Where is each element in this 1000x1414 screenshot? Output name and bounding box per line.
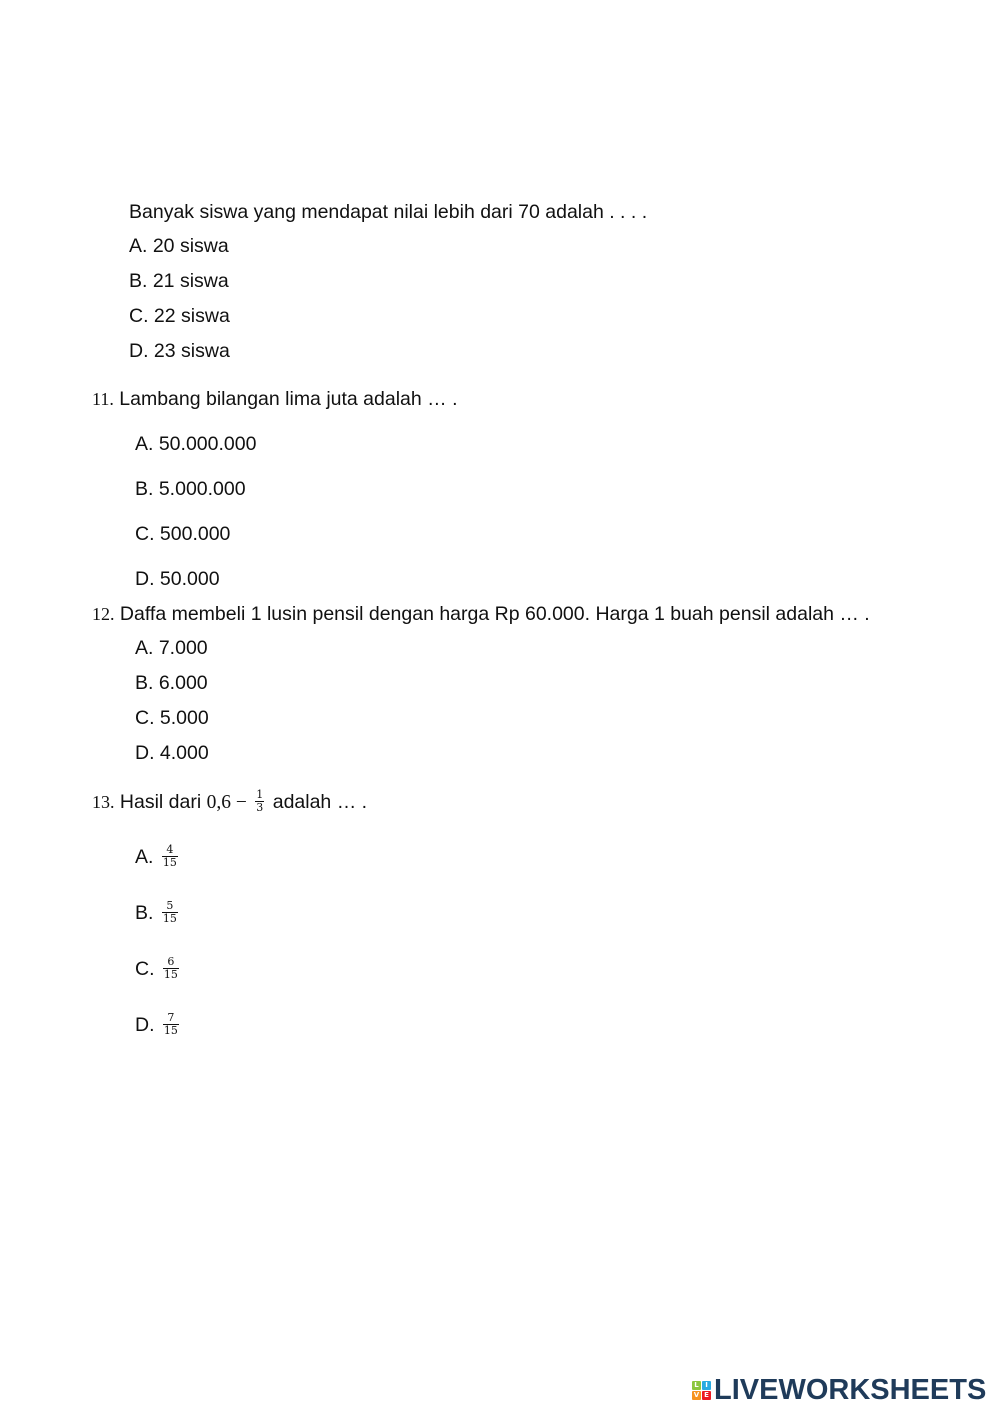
q13-stem-before: Hasil dari xyxy=(119,791,202,813)
mark-letter-v: V xyxy=(693,1391,700,1399)
liveworksheets-logo xyxy=(692,1375,986,1405)
q12-stem: Daffa membeli 1 lusin pensil dengan harga Rp 60.000. Harga 1 buah pensil adalah … . xyxy=(119,603,870,625)
q13-option-b-numerator: 5 xyxy=(166,899,174,913)
q11-number: 11. xyxy=(92,389,114,409)
q13-option-b-denominator: 15 xyxy=(162,912,177,926)
mark-letter-e: E xyxy=(702,1391,711,1400)
mark-letter-l: L xyxy=(692,1381,701,1390)
q13-option-b-fraction xyxy=(162,900,178,925)
live-mark-icon xyxy=(692,1381,711,1400)
q11-option-c[interactable]: C. 500.000 xyxy=(135,523,231,545)
q13-option-d[interactable] xyxy=(135,1013,182,1038)
q13-fraction-denominator: 3 xyxy=(256,801,264,815)
q10-option-a[interactable]: A. 20 siswa xyxy=(129,235,229,257)
q12-number: 12. xyxy=(92,604,115,624)
q10-option-d[interactable]: D. 23 siswa xyxy=(129,340,230,362)
q13-option-a-letter: A. xyxy=(135,846,154,868)
q13-option-c-letter: C. xyxy=(135,958,155,980)
q10-stem: Banyak siswa yang mendapat nilai lebih dari 70 adalah . . . . xyxy=(129,201,648,223)
q13-expression: 0,6 − xyxy=(206,792,247,813)
q13-option-a-fraction xyxy=(162,844,178,869)
q13-option-a-denominator: 15 xyxy=(162,856,177,870)
q13-option-b[interactable] xyxy=(135,901,181,926)
q10-option-c[interactable]: C. 22 siswa xyxy=(129,305,230,327)
q13-option-a[interactable] xyxy=(135,845,181,870)
q13-option-d-fraction xyxy=(163,1012,179,1037)
q11-option-d[interactable]: D. 50.000 xyxy=(135,568,220,590)
q12-option-a[interactable]: A. 7.000 xyxy=(135,637,208,659)
q11-question xyxy=(92,387,458,411)
q13-number: 13. xyxy=(92,792,115,812)
mark-letter-i: I xyxy=(702,1381,711,1390)
q11-option-b[interactable]: B. 5.000.000 xyxy=(135,478,246,500)
q12-option-b[interactable]: B. 6.000 xyxy=(135,672,208,694)
q13-option-d-numerator: 7 xyxy=(167,1011,175,1025)
q12-option-d[interactable]: D. 4.000 xyxy=(135,742,209,764)
q13-fraction xyxy=(255,789,264,814)
q12-option-c[interactable]: C. 5.000 xyxy=(135,707,209,729)
q13-option-d-letter: D. xyxy=(135,1014,155,1036)
q12-question xyxy=(92,602,870,626)
brand-name: LIVEWORKSHEETS xyxy=(714,1373,987,1406)
q13-option-c-fraction xyxy=(163,956,179,981)
q13-option-a-numerator: 4 xyxy=(166,843,174,857)
q11-stem: Lambang bilangan lima juta adalah … . xyxy=(119,388,458,410)
q13-option-b-letter: B. xyxy=(135,902,154,924)
q13-option-d-denominator: 15 xyxy=(163,1024,178,1038)
q13-fraction-numerator: 1 xyxy=(256,788,264,802)
q10-option-b[interactable]: B. 21 siswa xyxy=(129,270,229,292)
q13-option-c[interactable] xyxy=(135,957,182,982)
q13-option-c-denominator: 15 xyxy=(163,968,178,982)
q13-question xyxy=(92,790,367,815)
q13-stem-after: adalah … . xyxy=(272,791,368,813)
q13-option-c-numerator: 6 xyxy=(167,955,175,969)
q11-option-a[interactable]: A. 50.000.000 xyxy=(135,433,257,455)
